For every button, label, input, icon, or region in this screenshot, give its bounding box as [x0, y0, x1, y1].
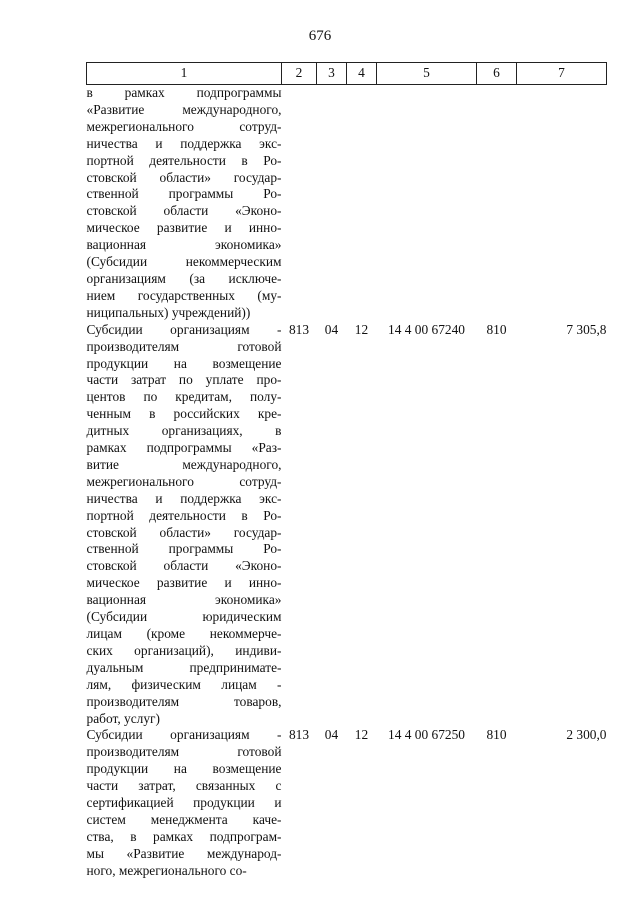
- description-line: (Субсидии некоммерческим: [86, 254, 282, 270]
- description-line: витие международного,: [86, 456, 282, 472]
- description-line: ного, межрегионального со-: [86, 862, 247, 878]
- cell-amount: [517, 85, 607, 322]
- description-line: ственной программы Ро-: [86, 541, 282, 557]
- cell-subsection: [347, 85, 377, 322]
- description-line: Субсидии организациям -: [86, 727, 282, 743]
- column-header-5: 5: [377, 63, 477, 85]
- description-line: (Субсидии юридическим: [86, 609, 282, 625]
- row-description: [87, 85, 282, 322]
- column-header-7: 7: [517, 63, 607, 85]
- description-line: части затрат по уплате про-: [86, 372, 282, 388]
- table-header-row: [87, 63, 607, 85]
- description-line: Субсидии организациям -: [86, 321, 282, 337]
- description-line: производителям готовой: [86, 338, 282, 354]
- description-line: вационная экономика»: [86, 237, 282, 253]
- cell-subsection: 12: [354, 727, 369, 743]
- description-line: лицам (кроме некоммерче-: [86, 626, 282, 641]
- description-line: ничества и поддержка экс-: [86, 135, 282, 151]
- description-line: сертификацией продукции и: [86, 795, 282, 811]
- column-header-4: 4: [347, 63, 377, 85]
- description-line: стовской области «Эконо-: [86, 558, 282, 574]
- description-line: мы «Развитие международ-: [86, 845, 282, 861]
- page-number: 676: [308, 28, 332, 44]
- cell-ministry: [282, 85, 317, 322]
- cell-expense-type: 810: [486, 727, 507, 743]
- description-line: дитных организациях, в: [86, 423, 282, 439]
- description-line: ченным в российских кре-: [86, 406, 282, 422]
- table-row: [87, 727, 607, 879]
- description-line: стовской области «Эконо-: [86, 203, 282, 219]
- column-header-2: 2: [282, 63, 317, 85]
- cell-expense-type: [477, 85, 517, 322]
- column-header-3: 3: [317, 63, 347, 85]
- cell-target-article: 14 4 00 67240: [388, 321, 465, 337]
- description-line: в рамках подпрограммы: [86, 85, 282, 100]
- cell-amount: 2 300,0: [566, 727, 607, 743]
- description-line: продукции на возмещение: [86, 355, 282, 371]
- description-line: ских организаций), индиви-: [86, 642, 282, 658]
- column-header-1: 1: [87, 63, 282, 85]
- cell-subsection: 12: [354, 321, 369, 337]
- description-line: части затрат, связанных с: [86, 778, 282, 794]
- table-row: [87, 322, 607, 728]
- description-line: стовской области» государ-: [86, 169, 282, 185]
- description-line: ственной программы Ро-: [86, 186, 282, 202]
- cell-expense-type: 810: [486, 321, 507, 337]
- row-description: [87, 727, 282, 879]
- budget-table: [86, 62, 607, 880]
- description-line: «Развитие международного,: [86, 101, 282, 117]
- description-line: дуальным предпринимате-: [86, 659, 282, 675]
- description-line: портной деятельности в Ро-: [86, 507, 282, 523]
- description-line: систем менеджмента каче-: [86, 811, 282, 827]
- description-line: ниципальных) учреждений)): [86, 304, 251, 320]
- cell-section: 04: [324, 321, 339, 337]
- description-line: ничества и поддержка экс-: [86, 490, 282, 506]
- cell-section: [317, 85, 347, 322]
- description-line: организациям (за исключе-: [86, 270, 282, 286]
- column-header-6: 6: [477, 63, 517, 85]
- row-description: [87, 322, 282, 728]
- cell-ministry: 813: [288, 727, 310, 743]
- description-line: вационная экономика»: [86, 592, 282, 608]
- description-line: продукции на возмещение: [86, 761, 282, 777]
- cell-ministry: 813: [288, 321, 310, 337]
- cell-amount: 7 305,8: [566, 321, 607, 337]
- description-line: нием государственных (му-: [86, 287, 282, 303]
- description-line: межрегионального сотруд-: [86, 118, 282, 134]
- table-row: [87, 85, 607, 322]
- description-line: межрегионального сотруд-: [86, 473, 282, 489]
- description-line: портной деятельности в Ро-: [86, 152, 282, 168]
- description-line: мическое развитие и инно-: [86, 220, 282, 236]
- description-line: производителям товаров,: [86, 693, 282, 709]
- description-line: лям, физическим лицам -: [86, 676, 282, 692]
- description-line: работ, услуг): [86, 710, 160, 726]
- cell-section: 04: [324, 727, 339, 743]
- description-line: стовской области» государ-: [86, 524, 282, 540]
- description-line: рамках подпрограммы «Раз-: [86, 440, 282, 456]
- description-line: ства, в рамках подпрограм-: [86, 828, 282, 844]
- description-line: мическое развитие и инно-: [86, 575, 282, 591]
- cell-target-article: [377, 85, 477, 322]
- cell-target-article: 14 4 00 67250: [388, 727, 465, 743]
- description-line: производителям готовой: [86, 744, 282, 760]
- description-line: центов по кредитам, полу-: [86, 389, 282, 405]
